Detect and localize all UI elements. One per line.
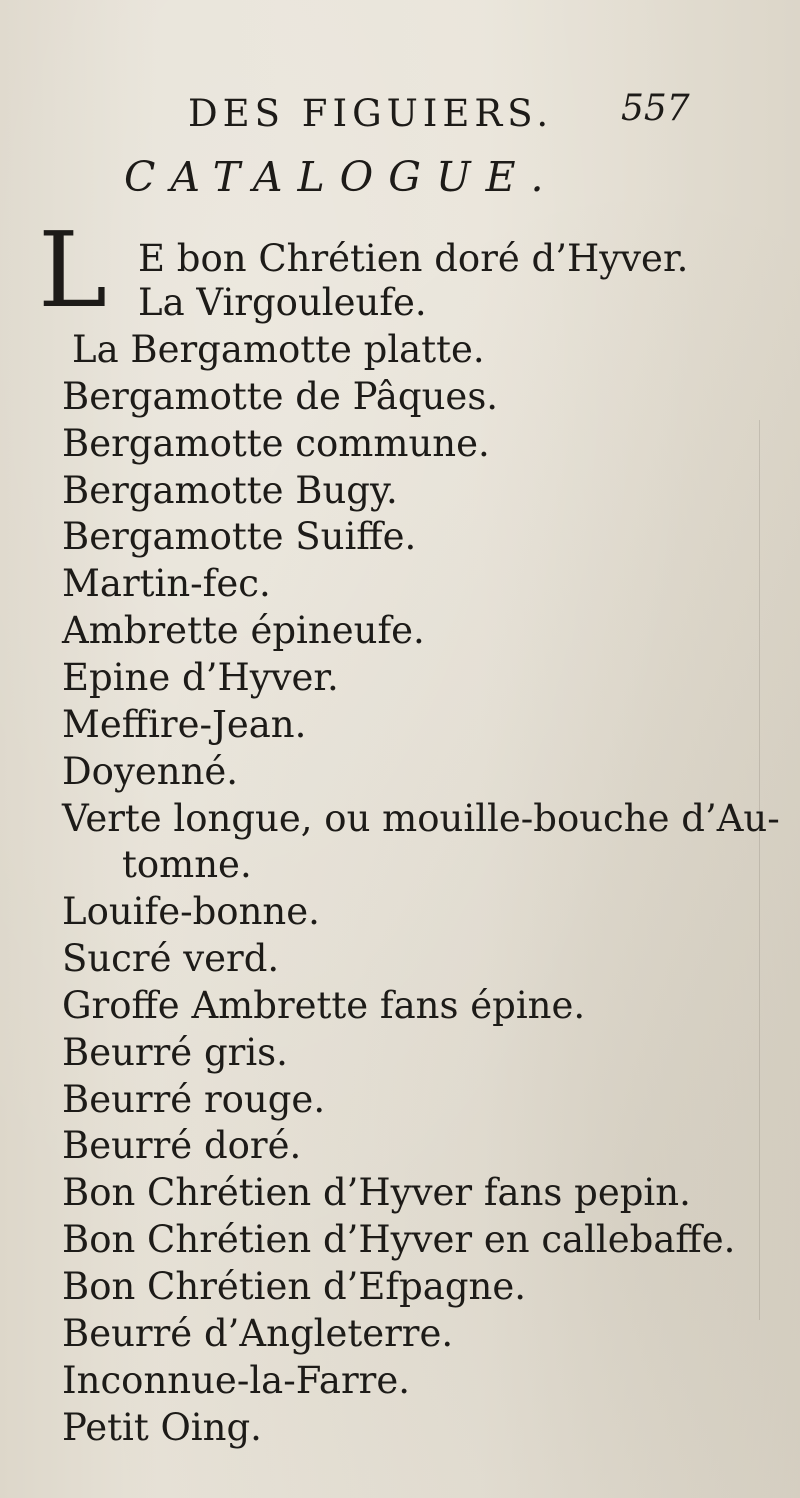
catalogue-entry: tomne.	[122, 843, 252, 886]
catalogue-entry: Bon Chrétien d’Hyver fans pepin.	[62, 1171, 691, 1214]
catalogue-entry: Sucré verd.	[62, 937, 280, 980]
catalogue-entry: Epine d’Hyver.	[62, 656, 339, 699]
catalogue-entry: Beurré rouge.	[62, 1078, 326, 1121]
catalogue-entry: Louife-bonne.	[62, 890, 320, 933]
drop-cap: L	[38, 209, 108, 331]
catalogue-entry: Meffire-Jean.	[62, 703, 307, 746]
catalogue-entry: Verte longue, ou mouille-bouche d’Au-	[62, 797, 780, 840]
catalogue-entry: Doyenné.	[62, 750, 239, 793]
catalogue-entry: Bon Chrétien d’Efpagne.	[62, 1265, 527, 1308]
catalogue-entry: Bon Chrétien d’Hyver en callebaffe.	[62, 1218, 736, 1261]
catalogue-entry: Martin-fec.	[62, 562, 271, 605]
catalogue-entry: Bergamotte Bugy.	[62, 469, 398, 512]
catalogue-entry: E bon Chrétien doré d’Hyver.	[138, 237, 689, 280]
catalogue-entry: Beurré d’Angleterre.	[62, 1312, 454, 1355]
catalogue-entry: Beurré doré.	[62, 1124, 302, 1167]
catalogue-entry: Ambrette épineufe.	[62, 609, 425, 652]
catalogue-entry: Inconnue-la-Farre.	[62, 1359, 410, 1402]
section-title: CATALOGUE.	[124, 153, 559, 201]
page-number: 557	[621, 88, 690, 129]
catalogue-entry: Bergamotte de Pâques.	[62, 375, 499, 418]
catalogue-entry: La Bergamotte platte.	[72, 328, 485, 371]
catalogue-entry: Beurré gris.	[62, 1031, 288, 1074]
catalogue-entry: Bergamotte Suiffe.	[62, 515, 417, 558]
page-edge-shadow	[759, 420, 760, 1320]
catalogue-entry: Bergamotte commune.	[62, 422, 490, 465]
running-head: DES FIGUIERS.	[188, 92, 554, 135]
catalogue-entry: La Virgouleufe.	[138, 281, 427, 324]
catalogue-entry: Petit Oing.	[62, 1406, 262, 1449]
catalogue-entry: Groffe Ambrette fans épine.	[62, 984, 586, 1027]
